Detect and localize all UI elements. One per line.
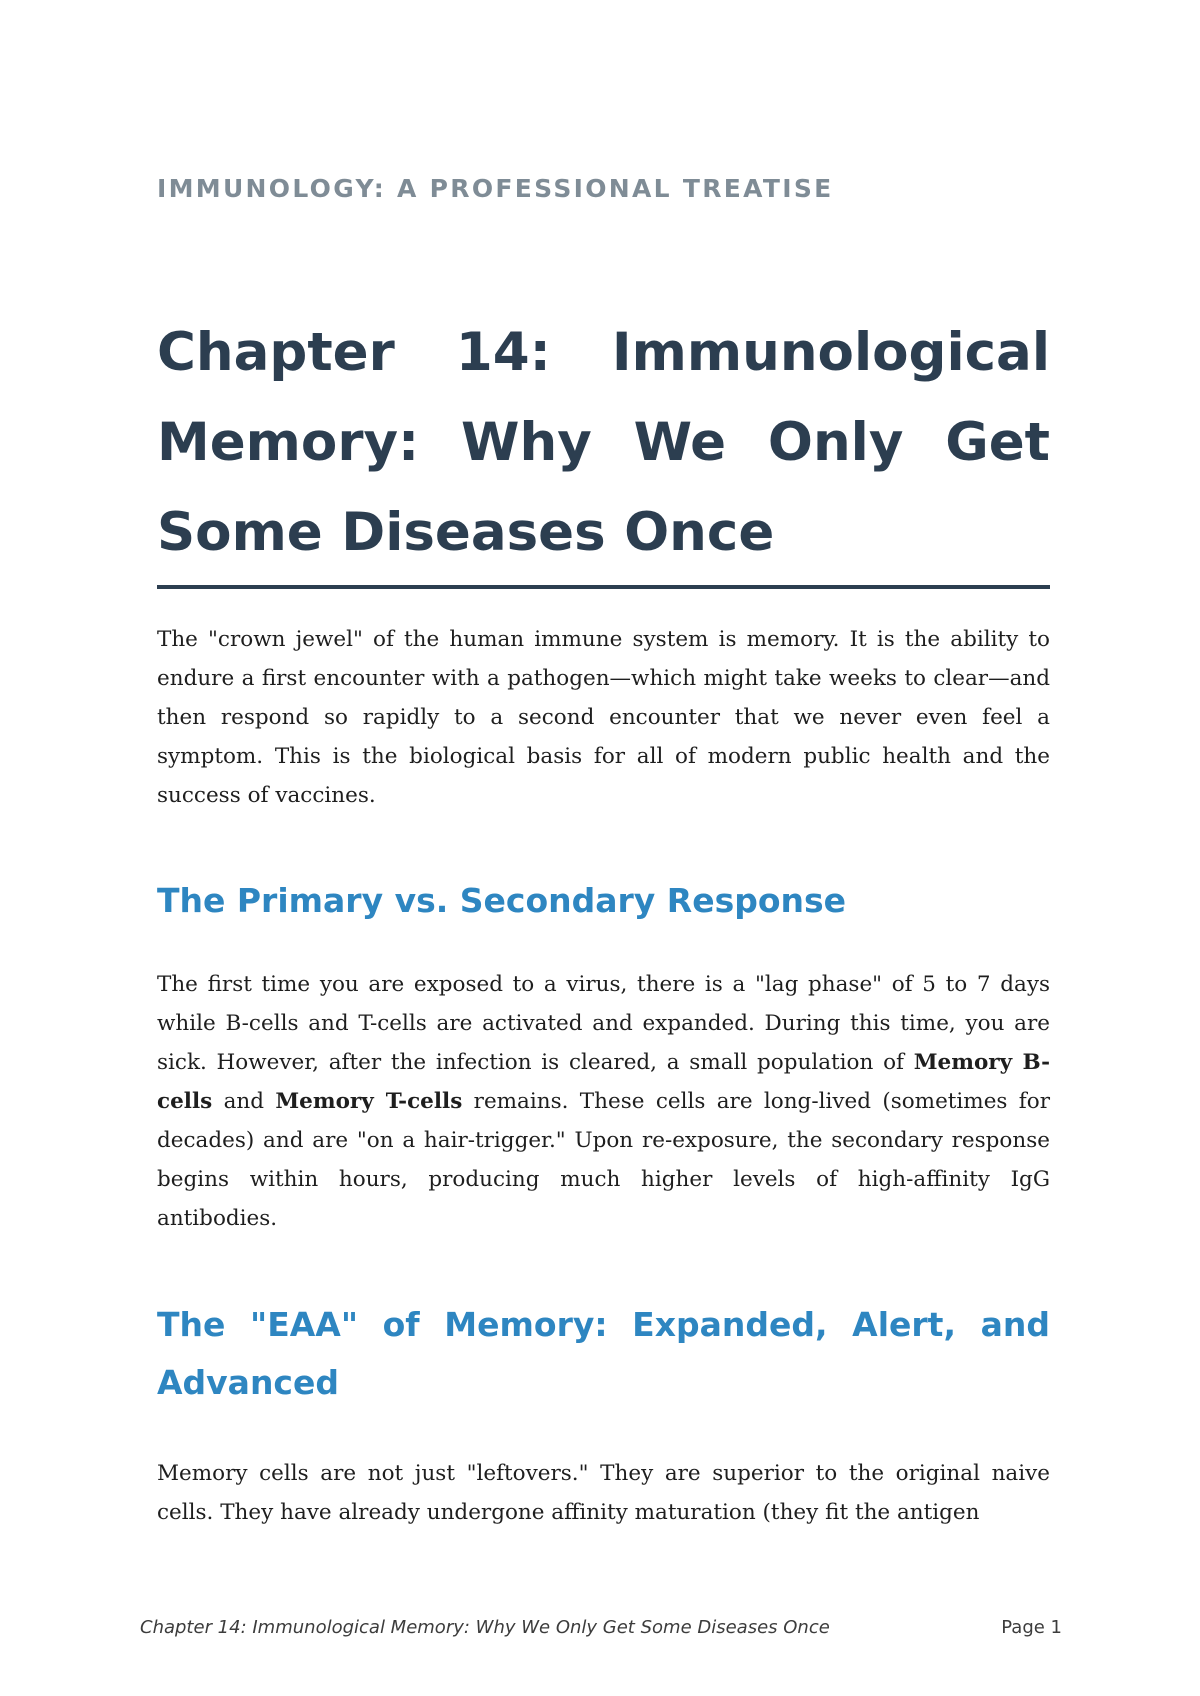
- primary-secondary-paragraph: [157, 965, 1050, 1238]
- paragraph-text: The first time you are exposed to a virus, there is a "lag phase" of 5 to 7 days while B-cells and T-cells are activated and expanded. During this time, you are sick. However, after the infection is cleared, a small population of: [157, 972, 1050, 1075]
- page-number: Page 1: [1001, 1617, 1062, 1638]
- footer-chapter-title: Chapter 14: Immunological Memory: Why We Only Get Some Diseases Once: [140, 1617, 830, 1638]
- eaa-paragraph: Memory cells are not just "leftovers." They are superior to the original naive cells. They have already undergone affinity maturation (they fit the antigen: [157, 1461, 1050, 1525]
- section-heading-eaa: The "EAA" of Memory: Expanded, Alert, and Advanced: [157, 1305, 1050, 1402]
- chapter-title: Chapter 14: Immunological Memory: Why We Only Get Some Diseases Once: [157, 322, 1050, 563]
- section-heading-primary-secondary: The Primary vs. Secondary Response: [157, 881, 847, 920]
- intro-paragraph: The "crown jewel" of the human immune system is memory. It is the ability to endure a first encounter with a pathogen—which might take weeks to clear—and then respond so rapidly to a second encounter that we never even feel a symptom. This is the biological basis for all of modern public health and the success of vaccines.: [157, 627, 1050, 808]
- memory-t-cells-term: Memory T-cells: [275, 1089, 463, 1114]
- title-divider: [157, 585, 1050, 589]
- page-footer: [140, 1617, 1062, 1647]
- paragraph-text: and: [212, 1089, 276, 1114]
- paragraph-text: remains. These cells are long-lived (sometimes for decades) and are "on a hair-trigger." Upon re-exposure, the secondary response begins within hours, producing much higher levels of high-affinity IgG antibodies.: [157, 1089, 1050, 1231]
- memory-b-cells-term: Memory B-cells: [157, 1050, 1050, 1114]
- running-head: IMMUNOLOGY: A PROFESSIONAL TREATISE: [157, 174, 834, 203]
